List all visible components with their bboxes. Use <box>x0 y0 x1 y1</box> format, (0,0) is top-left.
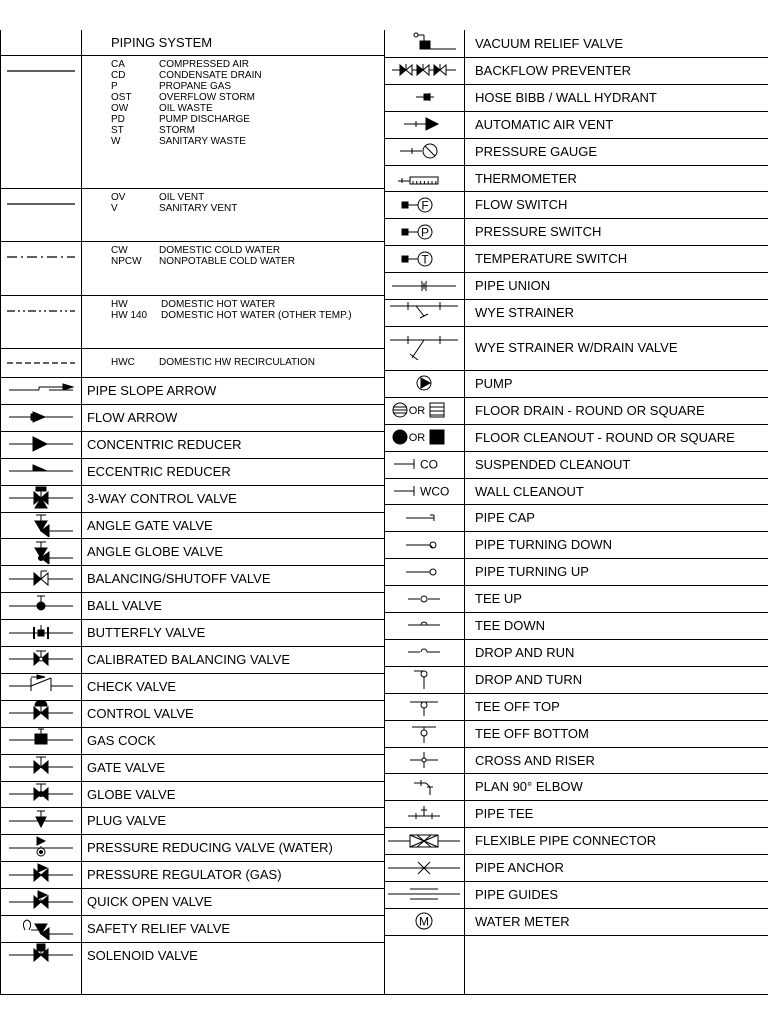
drop-and-turn-symbol <box>384 666 464 693</box>
left-item-label: PIPE SLOPE ARROW <box>87 383 217 398</box>
pipe-turning-up-icon <box>386 560 462 584</box>
piping-system-row <box>111 256 384 267</box>
right-item-label: BACKFLOW PREVENTER <box>475 62 632 78</box>
piping-name: DOMESTIC COLD WATER <box>159 245 281 256</box>
grid-line <box>384 935 768 936</box>
left-item-label: PLUG VALVE <box>87 813 166 829</box>
check-valve-icon <box>3 674 79 698</box>
thermometer-icon <box>386 166 462 190</box>
symbol-label: P <box>420 225 430 240</box>
pressure-switch-symbol <box>384 218 464 245</box>
plan-elbow-icon <box>386 775 462 799</box>
wye-strainer-symbol <box>384 299 464 326</box>
left-item-label: BALL VALVE <box>87 598 162 614</box>
right-item-label: TEE OFF TOP <box>475 698 560 714</box>
backflow-preventer-symbol <box>384 57 464 84</box>
left-item-label: CONCENTRIC REDUCER <box>87 436 242 452</box>
right-item-label: PIPE CAP <box>475 510 535 526</box>
left-item-label: CALIBRATED BALANCING VALVE <box>87 652 291 667</box>
pipe-union-symbol <box>384 272 464 299</box>
flow-switch-symbol <box>384 191 464 218</box>
calibrated-balancing-valve-symbol <box>0 646 81 673</box>
butterfly-valve-symbol <box>0 619 81 646</box>
vacuum-relief-symbol <box>384 30 464 57</box>
backflow-preventer-icon <box>386 58 462 82</box>
left-item-label: PRESSURE REDUCING VALVE (WATER) <box>87 840 333 856</box>
quick-open-valve-symbol <box>0 888 81 915</box>
right-item-label: DROP AND RUN <box>475 644 575 660</box>
piping-name: PROPANE GAS <box>159 81 232 92</box>
temperature-switch-icon <box>386 247 462 271</box>
pressure-gauge-symbol <box>384 138 464 165</box>
piping-system-row <box>111 357 384 368</box>
right-item-label: TEMPERATURE SWITCH <box>475 251 628 267</box>
angle-globe-valve-icon <box>3 540 79 564</box>
pressure-regulator-symbol <box>0 861 81 888</box>
gate-valve-symbol <box>0 754 81 781</box>
piping-system-row <box>111 310 384 321</box>
right-item-label: WALL CLEANOUT <box>475 483 584 499</box>
gas-cock-icon <box>3 728 79 752</box>
pipe-turning-up-symbol <box>384 558 464 585</box>
left-item-label: ANGLE GLOBE VALVE <box>87 544 224 560</box>
pump-symbol <box>384 370 464 397</box>
right-item-label: WYE STRAINER W/DRAIN VALVE <box>475 339 678 355</box>
pipe-turning-down-symbol <box>384 531 464 558</box>
pressure-regulator-icon <box>3 863 79 887</box>
line-style-dashed-icon <box>3 357 79 369</box>
piping-code: CD <box>111 70 126 81</box>
right-item-label: PIPE TURNING DOWN <box>475 537 612 553</box>
flow-arrow-icon <box>3 405 79 429</box>
drop-and-run-symbol <box>384 639 464 666</box>
water-meter-symbol <box>384 908 464 935</box>
right-item-label: PRESSURE SWITCH <box>475 224 602 240</box>
piping-system-row <box>111 103 384 114</box>
right-item-label: TEE DOWN <box>475 618 546 633</box>
piping-code: OV <box>111 192 126 203</box>
right-item-label: PLAN 90° ELBOW <box>475 779 583 795</box>
right-item-label: AUTOMATIC AIR VENT <box>475 116 614 132</box>
piping-system-row <box>111 136 384 147</box>
piping-system-row <box>111 70 384 81</box>
line-style-sample <box>0 348 81 377</box>
calibrated-balancing-valve-icon <box>3 647 79 671</box>
right-item-label: HOSE BIBB / WALL HYDRANT <box>475 89 657 105</box>
left-item-label: GLOBE VALVE <box>87 786 176 802</box>
flow-arrow-symbol <box>0 404 81 431</box>
angle-globe-valve-symbol <box>0 538 81 565</box>
ball-valve-icon <box>3 594 79 618</box>
line-style-sample <box>0 241 81 263</box>
tee-off-top-icon <box>386 694 462 718</box>
piping-system-row <box>111 203 384 214</box>
piping-group-4 <box>81 295 384 348</box>
prv-water-icon <box>3 836 79 860</box>
tee-off-bottom-symbol <box>384 720 464 747</box>
pump-icon <box>386 371 462 395</box>
wye-strainer-drain-icon <box>386 336 462 360</box>
vacuum-relief-icon <box>386 31 462 55</box>
hose-bibb-icon <box>386 85 462 109</box>
left-item-label: QUICK OPEN VALVE <box>87 894 213 910</box>
wall-cleanout-symbol <box>384 478 464 505</box>
line-style-solid-icon <box>3 65 79 77</box>
control-valve-symbol <box>0 700 81 727</box>
piping-system-row <box>111 92 384 103</box>
pipe-anchor-icon <box>386 856 462 880</box>
flex-connector-symbol <box>384 827 464 854</box>
tee-off-bottom-icon <box>386 721 462 745</box>
control-valve-icon <box>3 701 79 725</box>
suspended-cleanout-symbol <box>384 451 464 478</box>
tee-down-symbol <box>384 612 464 639</box>
right-item-label: PIPE UNION <box>475 278 551 294</box>
wye-strainer-icon <box>386 300 462 324</box>
piping-group-3 <box>81 241 384 295</box>
line-style-dash-dot-dot-icon <box>3 305 79 317</box>
water-meter-icon <box>386 909 462 933</box>
butterfly-valve-icon <box>3 621 79 645</box>
left-item-label: BUTTERFLY VALVE <box>87 625 206 641</box>
pipe-tee-icon <box>386 802 462 826</box>
right-item-label: PIPE TURNING UP <box>475 564 589 580</box>
symbol-label: M <box>419 914 429 929</box>
piping-name: DOMESTIC HW RECIRCULATION <box>159 357 315 368</box>
tee-down-icon <box>386 613 462 637</box>
pipe-cap-icon <box>386 506 462 530</box>
piping-code: HW <box>111 299 128 310</box>
plug-valve-symbol <box>0 807 81 834</box>
piping-system-row <box>111 125 384 136</box>
three-way-valve-symbol <box>0 485 81 512</box>
left-item-label: FLOW ARROW <box>87 409 178 425</box>
left-item-label: CHECK VALVE <box>87 678 177 694</box>
quick-open-valve-icon <box>3 890 79 914</box>
drop-and-turn-icon <box>386 667 462 691</box>
pressure-switch-icon <box>386 220 462 244</box>
piping-name: DOMESTIC HOT WATER (OTHER TEMP.) <box>161 310 352 321</box>
symbol-label: F <box>421 198 429 213</box>
pipe-guides-symbol <box>384 881 464 908</box>
concentric-reducer-icon <box>3 432 79 456</box>
left-item-label: 3-WAY CONTROL VALVE <box>87 490 237 506</box>
right-item-label: FLOOR DRAIN - ROUND OR SQUARE <box>475 402 705 418</box>
three-way-valve-icon <box>3 486 79 510</box>
gate-valve-icon <box>3 755 79 779</box>
balancing-valve-icon <box>3 567 79 591</box>
right-item-label: PIPE TEE <box>475 806 534 822</box>
piping-name: SANITARY VENT <box>159 203 238 214</box>
line-style-sample <box>0 295 81 317</box>
right-item-label: WATER METER <box>475 913 570 929</box>
flow-switch-icon <box>386 193 462 217</box>
piping-system-title: PIPING SYSTEM <box>111 35 213 50</box>
line-style-sample <box>0 55 81 77</box>
eccentric-reducer-symbol <box>0 458 81 485</box>
piping-group-5 <box>81 348 384 377</box>
right-item-label: PIPE ANCHOR <box>475 860 564 876</box>
left-item-label: CONTROL VALVE <box>87 705 194 721</box>
symbol-label: T <box>421 252 429 267</box>
tee-up-icon <box>386 587 462 611</box>
angle-gate-valve-icon <box>3 513 79 537</box>
plan-elbow-symbol <box>384 773 464 800</box>
hose-bibb-symbol <box>384 84 464 111</box>
solenoid-valve-symbol <box>0 942 81 968</box>
symbol-label: CO <box>420 457 438 472</box>
right-item-label: PIPE GUIDES <box>475 887 559 902</box>
piping-name: OVERFLOW STORM <box>159 92 255 103</box>
line-style-solid-icon <box>3 198 79 210</box>
line-style-dash-dot-icon <box>3 251 79 263</box>
right-item-label: CROSS AND RISER <box>475 752 595 768</box>
left-item-label: SAFETY RELIEF VALVE <box>87 921 231 936</box>
piping-code: OST <box>111 92 132 103</box>
piping-code: PD <box>111 114 125 125</box>
piping-group-1 <box>81 55 384 188</box>
piping-system-row <box>111 299 384 310</box>
slope-arrow-icon <box>3 378 79 402</box>
right-item-label: TEE UP <box>475 591 522 607</box>
piping-name: STORM <box>159 125 195 136</box>
floor-cleanout-symbol <box>384 424 464 451</box>
left-item-label: BALANCING/SHUTOFF VALVE <box>87 571 271 587</box>
left-item-label: ECCENTRIC REDUCER <box>87 463 231 479</box>
safety-relief-valve-symbol <box>0 915 81 942</box>
piping-code: P <box>111 81 118 92</box>
balancing-valve-symbol <box>0 565 81 592</box>
pipe-guides-icon <box>386 882 462 906</box>
piping-name: SANITARY WASTE <box>159 136 246 147</box>
solenoid-valve-icon <box>3 943 79 967</box>
left-item-label: PRESSURE REGULATOR (GAS) <box>87 867 282 883</box>
piping-group-2 <box>81 188 384 241</box>
piping-code: CW <box>111 245 128 256</box>
check-valve-symbol <box>0 673 81 700</box>
piping-name: DOMESTIC HOT WATER <box>161 299 276 310</box>
right-item-label: FLEXIBLE PIPE CONNECTOR <box>475 833 657 849</box>
left-item-label: SOLENOID VALVE <box>87 947 198 963</box>
piping-code: ST <box>111 125 124 136</box>
drop-and-run-icon <box>386 640 462 664</box>
piping-name: CONDENSATE DRAIN <box>159 70 262 81</box>
air-vent-icon <box>386 112 462 136</box>
piping-code: HW 140 <box>111 310 148 321</box>
right-item-label: DROP AND TURN <box>475 671 583 687</box>
tee-up-symbol <box>384 585 464 612</box>
right-item-label: VACUUM RELIEF VALVE <box>475 36 624 51</box>
piping-system-row <box>111 245 384 256</box>
slope-arrow-symbol <box>0 377 81 404</box>
cross-and-riser-symbol <box>384 747 464 774</box>
piping-system-row <box>111 114 384 125</box>
left-item-label: GATE VALVE <box>87 759 166 775</box>
globe-valve-symbol <box>0 781 81 808</box>
floor-drain-symbol <box>384 397 464 424</box>
piping-system-row <box>111 192 384 203</box>
floor-cleanout-icon <box>386 425 462 449</box>
cross-and-riser-icon <box>386 748 462 772</box>
right-item-label: FLOW SWITCH <box>475 197 568 213</box>
ball-valve-symbol <box>0 592 81 619</box>
right-item-label: THERMOMETER <box>475 170 577 186</box>
tee-off-top-symbol <box>384 693 464 720</box>
symbol-label: OR <box>408 432 426 445</box>
piping-code: CA <box>111 59 125 70</box>
wye-strainer-drain-symbol <box>384 326 464 370</box>
pipe-turning-down-icon <box>386 533 462 557</box>
left-item-label: ANGLE GATE VALVE <box>87 517 213 533</box>
suspended-cleanout-icon <box>386 452 462 476</box>
wall-cleanout-icon <box>386 479 462 503</box>
piping-code: NPCW <box>111 256 142 267</box>
temperature-switch-symbol <box>384 245 464 272</box>
right-item-label: PUMP <box>475 375 513 391</box>
concentric-reducer-symbol <box>0 431 81 458</box>
piping-code: W <box>111 136 121 147</box>
symbol-label: OR <box>408 405 426 418</box>
pipe-cap-symbol <box>384 504 464 531</box>
piping-system-row <box>111 81 384 92</box>
piping-system-row <box>111 59 384 70</box>
piping-name: OIL WASTE <box>159 103 213 114</box>
thermometer-symbol <box>384 165 464 192</box>
safety-relief-valve-icon <box>3 916 79 940</box>
grid-line <box>0 994 768 995</box>
pipe-tee-symbol <box>384 800 464 827</box>
symbol-label: WCO <box>420 484 450 499</box>
pipe-union-icon <box>386 274 462 298</box>
pressure-gauge-icon <box>386 139 462 163</box>
piping-name: PUMP DISCHARGE <box>159 114 250 125</box>
right-item-label: FLOOR CLEANOUT - ROUND OR SQUARE <box>475 429 735 445</box>
prv-water-symbol <box>0 834 81 861</box>
piping-name: OIL VENT <box>159 192 205 203</box>
floor-drain-icon <box>386 398 462 422</box>
plug-valve-icon <box>3 809 79 833</box>
right-item-label: SUSPENDED CLEANOUT <box>475 456 631 472</box>
right-item-label: TEE OFF BOTTOM <box>475 725 589 741</box>
pipe-anchor-symbol <box>384 854 464 881</box>
air-vent-symbol <box>384 111 464 138</box>
globe-valve-icon <box>3 782 79 806</box>
piping-name: COMPRESSED AIR <box>159 59 250 70</box>
right-item-label: WYE STRAINER <box>475 305 574 320</box>
eccentric-reducer-icon <box>3 459 79 483</box>
piping-name: NONPOTABLE COLD WATER <box>159 256 295 267</box>
piping-code: OW <box>111 103 129 114</box>
right-item-label: PRESSURE GAUGE <box>475 143 598 159</box>
line-style-sample <box>0 188 81 210</box>
gas-cock-symbol <box>0 727 81 754</box>
flex-connector-icon <box>386 829 462 853</box>
angle-gate-valve-symbol <box>0 512 81 539</box>
piping-code: V <box>111 203 118 214</box>
left-item-label: GAS COCK <box>87 732 156 748</box>
piping-code: HWC <box>111 357 135 368</box>
